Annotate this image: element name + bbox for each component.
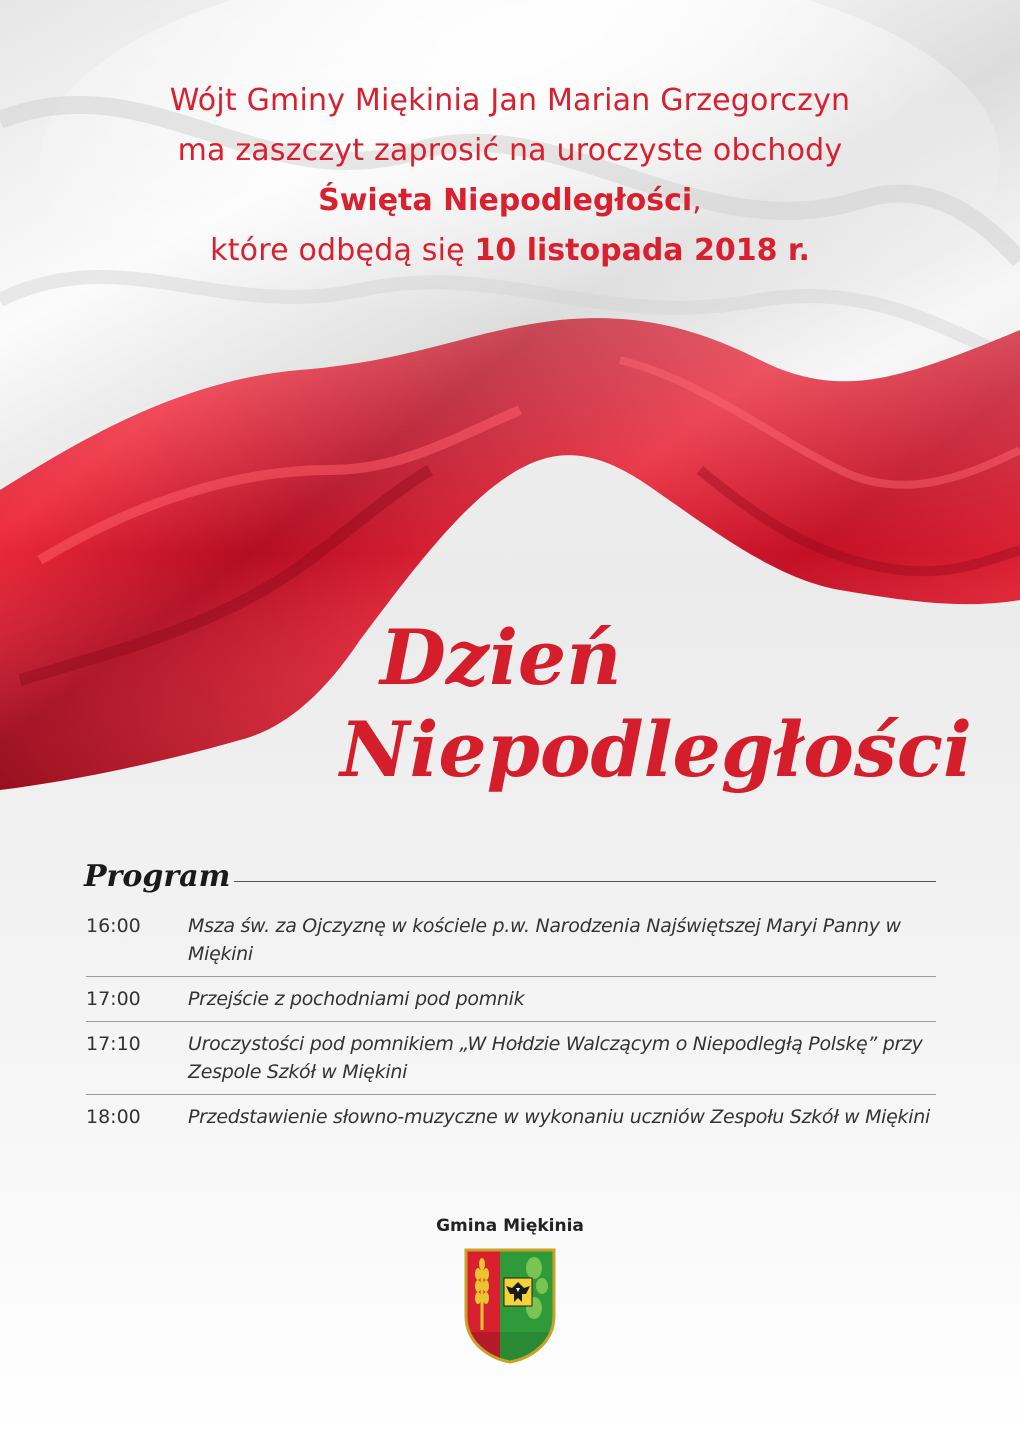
program-divider [234, 881, 936, 882]
event-date: 10 listopada 2018 r. [474, 233, 810, 268]
program-header [84, 854, 936, 904]
invitation-line-3-tail: , [692, 183, 702, 218]
schedule-time: 17:00 [86, 988, 141, 1010]
schedule-row [86, 977, 936, 1022]
poster-title [300, 612, 980, 796]
holiday-name: Święta Niepodległości [318, 183, 693, 218]
title-line-2: Niepodległości [340, 705, 972, 794]
schedule-description: Przedstawienie słowno-muzyczne w wykonaniu uczniów Zespołu Szkół w Miękini [188, 1106, 930, 1128]
schedule-time: 16:00 [86, 915, 141, 937]
title-line-1: Dzień [380, 613, 622, 702]
invitation-text [60, 76, 960, 276]
invitation-line-3 [60, 176, 960, 226]
schedule-row [86, 904, 936, 977]
schedule-row [86, 1022, 936, 1095]
schedule-description: Uroczystości pod pomnikiem „W Hołdzie Walczącym o Niepodległą Polskę” przy Zespole Szkół w Miękini [188, 1033, 923, 1083]
invitation-line-1: Wójt Gminy Miękinia Jan Marian Grzegorczyn [169, 83, 851, 118]
municipality-name: Gmina Miękinia [436, 1216, 584, 1236]
schedule-row [86, 1095, 936, 1139]
invitation-line-4-prefix: które odbędą się [210, 233, 475, 268]
invitation-line-4 [60, 226, 960, 276]
invitation-line-2: ma zaszczyt zaprosić na uroczyste obchody [177, 133, 843, 168]
program-heading: Program [84, 859, 231, 894]
schedule-description: Msza św. za Ojczyznę w kościele p.w. Narodzenia Najświętszej Maryi Panny w Miękini [188, 915, 901, 965]
municipality-emblem [400, 1214, 620, 1366]
schedule-time: 17:10 [86, 1033, 141, 1055]
program-schedule [86, 904, 936, 1139]
coat-of-arms-icon [462, 1246, 558, 1366]
schedule-time: 18:00 [86, 1106, 141, 1128]
schedule-description: Przejście z pochodniami pod pomnik [188, 988, 525, 1010]
